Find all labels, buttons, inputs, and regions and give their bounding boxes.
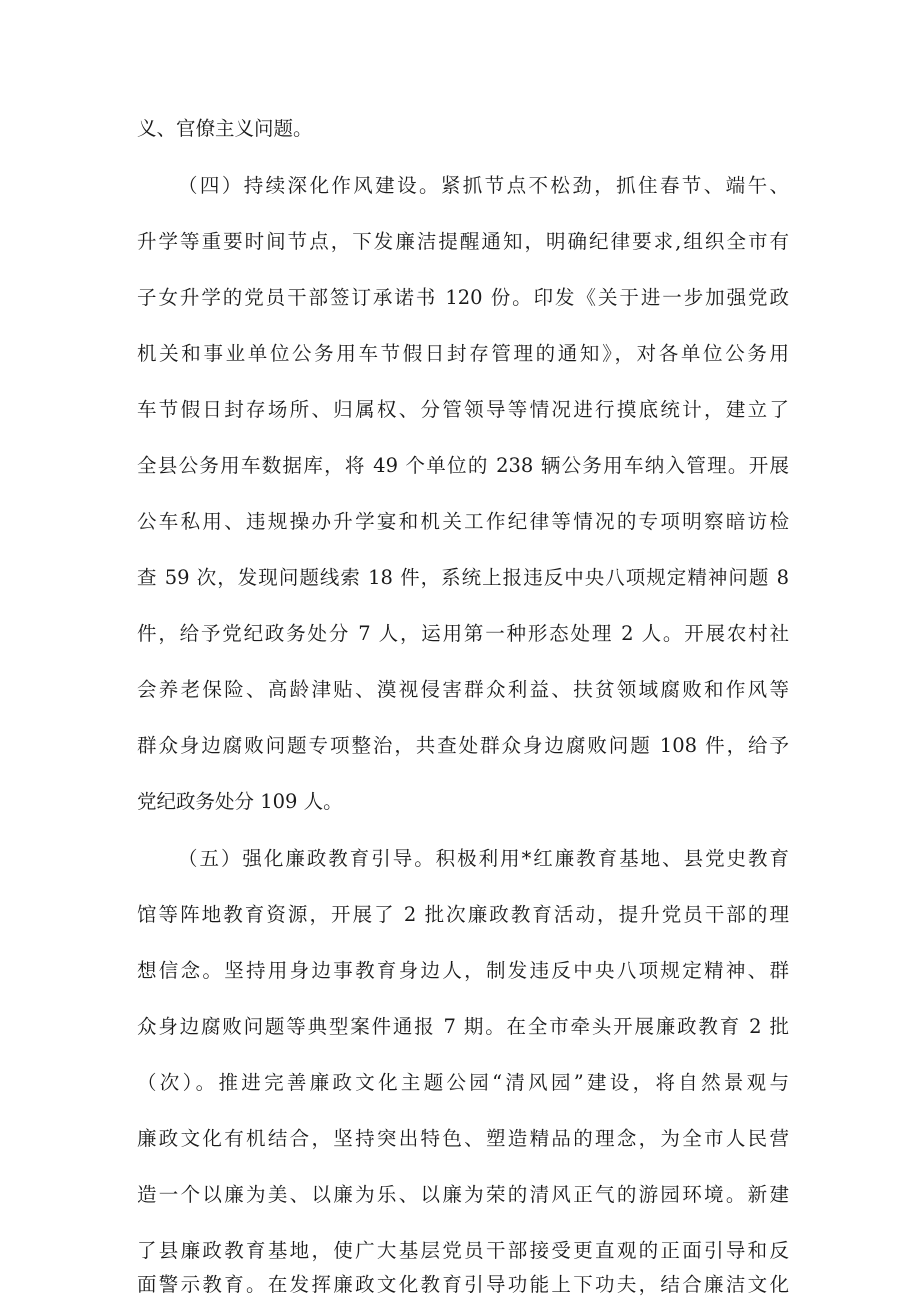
paragraph-line: 党纪政务处分 109 人。 [137, 790, 343, 813]
paragraph-line: 全县公务用车数据库，将 49 个单位的 238 辆公务用车纳入管理。开展 [137, 454, 789, 477]
paragraph-line: 廉政文化有机结合，坚持突出特色、塑造精品的理念，为全市人民营 [137, 1127, 789, 1150]
paragraph-line: 造一个以廉为美、以廉为乐、以廉为荣的清风正气的游园环境。新建 [137, 1183, 789, 1206]
paragraph-line: 义、官僚主义问题。 [137, 117, 313, 140]
paragraph-line: 升学等重要时间节点，下发廉洁提醒通知，明确纪律要求,组织全市有 [137, 230, 789, 253]
paragraph-line: 了县廉政教育基地，使广大基层党员干部接受更直观的正面引导和反 [137, 1239, 789, 1262]
paragraph-line: 车节假日封存场所、归属权、分管领导等情况进行摸底统计，建立了 [137, 398, 789, 421]
paragraph-line: 想信念。坚持用身边事教育身边人，制发违反中央八项规定精神、群 [137, 959, 789, 982]
paragraph-line: 公车私用、违规操办升学宴和机关工作纪律等情况的专项明察暗访检 [137, 510, 789, 533]
paragraph-line: 查 59 次，发现问题线索 18 件，系统上报违反中央八项规定精神问题 8 [137, 566, 789, 589]
paragraph-line: 件，给予党纪政务处分 7 人，运用第一种形态处理 2 人。开展农村社 [137, 622, 789, 645]
paragraph-line: 子女升学的党员干部签订承诺书 120 份。印发《关于进一步加强党政 [137, 286, 789, 309]
paragraph-line: 会养老保险、高龄津贴、漠视侵害群众利益、扶贫领域腐败和作风等 [137, 678, 789, 701]
paragraph-line: 馆等阵地教育资源，开展了 2 批次廉政教育活动，提升党员干部的理 [137, 903, 789, 926]
section-heading-line: （四）持续深化作风建设。紧抓节点不松劲，抓住春节、端午、 [178, 174, 789, 197]
paragraph-line: 众身边腐败问题等典型案件通报 7 期。在全市牵头开展廉政教育 2 批 [137, 1015, 789, 1038]
paragraph-line: 群众身边腐败问题专项整治，共查处群众身边腐败问题 108 件，给予 [137, 734, 789, 757]
paragraph-line: 机关和事业单位公务用车节假日封存管理的通知》，对各单位公务用 [137, 342, 789, 365]
paragraph-line: （次）。推进完善廉政文化主题公园“清风园”建设，将自然景观与 [137, 1071, 789, 1094]
section-heading-line: （五）强化廉政教育引导。积极利用*红廉教育基地、县党史教育 [178, 847, 789, 870]
paragraph-line: 面警示教育。在发挥廉政文化教育引导功能上下功夫，结合廉洁文化 [137, 1273, 789, 1296]
